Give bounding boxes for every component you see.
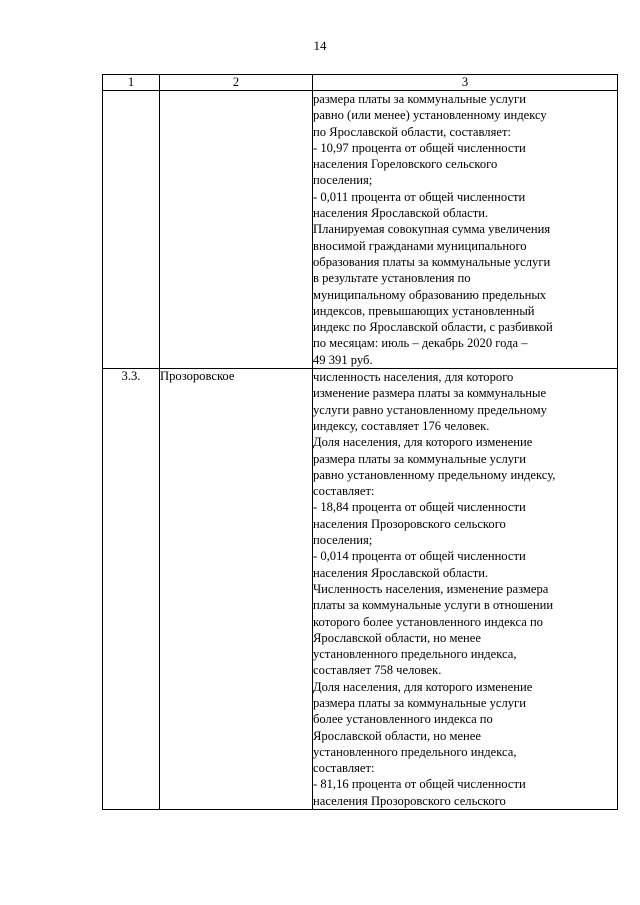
text-line: Ярославской области, но менее xyxy=(313,728,481,743)
text-line: населения Ярославской области. xyxy=(313,206,489,221)
text-line: вносимой гражданами муниципального xyxy=(313,238,527,253)
text-line: муниципальному образованию предельных xyxy=(313,287,547,302)
row-number: 3.3. xyxy=(103,369,160,810)
text-line: Доля населения, для которого изменение xyxy=(313,679,533,694)
text-line: - 10,97 процента от общей численности xyxy=(313,140,526,155)
settlement-name xyxy=(160,91,313,369)
text-line: населения Гореловского сельского xyxy=(313,157,498,172)
text-line: - 18,84 процента от общей численности xyxy=(313,500,526,515)
description-cell xyxy=(313,369,618,810)
table-row xyxy=(103,369,618,810)
text-line: равно (или менее) установленному индексу xyxy=(313,108,547,123)
table-header-row xyxy=(103,75,618,91)
text-line: услуги равно установленному предельному xyxy=(313,402,547,417)
column-header-3: 3 xyxy=(313,75,618,91)
text-line: образования платы за коммунальные услуги xyxy=(313,254,551,269)
column-header-2: 2 xyxy=(160,75,313,91)
settlement-name: Прозоровское xyxy=(160,369,313,810)
text-line: размера платы за коммунальные услуги xyxy=(313,451,526,466)
text-line: составляет 758 человек. xyxy=(313,663,442,678)
text-line: Доля населения, для которого изменение xyxy=(313,435,533,450)
text-line: индексу, составляет 176 человек. xyxy=(313,418,490,433)
text-line: составляет: xyxy=(313,484,375,499)
text-line: населения Прозоровского сельского xyxy=(313,516,506,531)
text-line: - 0,011 процента от общей численности xyxy=(313,189,526,204)
text-line: по месяцам: июль – декабрь 2020 года – xyxy=(313,336,528,351)
text-line: платы за коммунальные услуги в отношении xyxy=(313,598,554,613)
text-line: Численность населения, изменение размера xyxy=(313,581,549,596)
text-line: в результате установления по xyxy=(313,271,471,286)
text-line: - 0,014 процента от общей численности xyxy=(313,549,526,564)
text-line: индексов, превышающих установленный xyxy=(313,303,535,318)
text-line: поселения; xyxy=(313,173,373,188)
text-line: установленного предельного индекса, xyxy=(313,647,517,662)
table-row xyxy=(103,91,618,369)
text-line: изменение размера платы за коммунальные xyxy=(313,386,547,401)
text-line: установленного предельного индекса, xyxy=(313,744,517,759)
text-line: равно установленному предельному индексу, xyxy=(313,467,556,482)
text-line: более установленного индекса по xyxy=(313,712,493,727)
text-line: размера платы за коммунальные услуги xyxy=(313,92,526,106)
text-line: Планируемая совокупная сумма увеличения xyxy=(313,222,551,237)
text-line: населения Ярославской области. xyxy=(313,565,489,580)
description-cell xyxy=(313,91,618,369)
row-number xyxy=(103,91,160,369)
text-line: которого более установленного индекса по xyxy=(313,614,543,629)
text-line: индекс по Ярославской области, с разбивкой xyxy=(313,320,553,335)
data-table xyxy=(102,74,618,810)
text-line: 49 391 руб. xyxy=(313,352,373,367)
text-line: по Ярославской области, составляет: xyxy=(313,124,511,139)
column-header-1: 1 xyxy=(103,75,160,91)
text-line: поселения; xyxy=(313,533,373,548)
text-line: населения Прозоровского сельского xyxy=(313,793,506,808)
text-line: составляет: xyxy=(313,761,375,776)
page-number: 14 xyxy=(313,38,327,53)
text-line: размера платы за коммунальные услуги xyxy=(313,695,526,710)
text-line: численность населения, для которого xyxy=(313,370,514,385)
text-line: Ярославской области, но менее xyxy=(313,630,481,645)
text-line: - 81,16 процента от общей численности xyxy=(313,777,526,792)
